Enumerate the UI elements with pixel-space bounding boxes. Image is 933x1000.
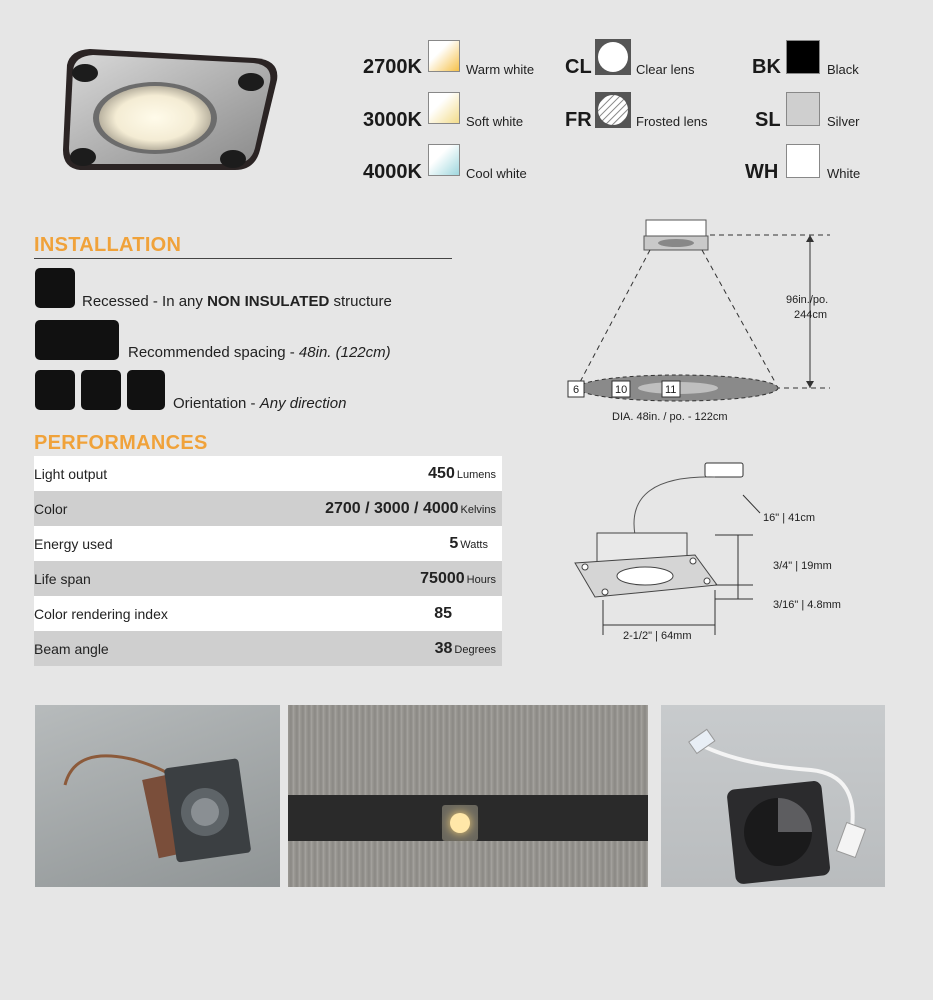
temp-label-4000: Cool white — [466, 166, 527, 181]
flange-dimension-label: 3/16" | 4.8mm — [773, 599, 841, 611]
recessed-text: Recessed - In any NON INSULATED structure — [82, 293, 392, 310]
lens-label-frosted: Frosted lens — [636, 114, 708, 129]
clear-lens-icon — [595, 39, 631, 75]
lens-code-frosted: FR — [565, 109, 592, 131]
finish-code-white: WH — [745, 161, 779, 183]
performances-title: PERFORMANCES — [34, 432, 208, 454]
installation-title: INSTALLATION — [34, 234, 182, 256]
product-photo — [55, 40, 285, 180]
finish-swatch-silver — [786, 92, 820, 126]
lens-code-clear: CL — [565, 56, 592, 78]
temp-swatch-4000 — [428, 144, 460, 176]
finish-code-silver: SL — [755, 109, 781, 131]
orientation-icon-up — [81, 370, 121, 410]
finish-code-black: BK — [752, 56, 781, 78]
width-dimension-label: 2-1/2" | 64mm — [623, 630, 692, 642]
marker-b: 10 — [615, 384, 628, 396]
dimension-diagram — [565, 455, 865, 650]
lens-label-clear: Clear lens — [636, 62, 695, 77]
orientation-text: Orientation - Any direction — [173, 395, 347, 412]
height-dimension-label: 3/4" | 19mm — [773, 560, 832, 572]
perf-row-life-span: Life span 75000 Hours — [34, 561, 502, 596]
finish-swatch-white — [786, 144, 820, 178]
orientation-icon-down — [35, 370, 75, 410]
temp-label-3000: Soft white — [466, 114, 524, 129]
photo-fixture-with-connector — [661, 705, 885, 887]
height-label-in: 96in./po. — [786, 294, 829, 306]
temp-swatch-3000 — [428, 92, 460, 124]
marker-a: 6 — [573, 384, 580, 396]
temp-code-4000: 4000K — [363, 161, 422, 183]
temp-code-2700: 2700K — [363, 56, 422, 78]
marker-c: 11 — [665, 384, 677, 396]
beam-diagram — [560, 210, 850, 430]
wire-length-label: 16" | 41cm — [763, 512, 816, 524]
perf-row-beam-angle: Beam angle 38 Degrees — [34, 631, 502, 666]
finish-label-silver: Silver — [827, 114, 860, 129]
perf-row-light-output: Light output 450 Lumens — [34, 456, 502, 491]
finish-swatch-black — [786, 40, 820, 74]
spacing-icon — [35, 320, 119, 360]
photo-fixture-with-wire — [35, 705, 280, 887]
spacing-text: Recommended spacing - 48in. (122cm) — [128, 344, 391, 361]
perf-row-cri: Color rendering index 85 — [34, 596, 502, 631]
temp-label-2700: Warm white — [466, 62, 535, 77]
orientation-icon-side — [127, 370, 165, 410]
temp-code-3000: 3000K — [363, 109, 422, 131]
photo-installed-fixture — [288, 705, 648, 887]
finish-label-black: Black — [827, 62, 859, 77]
recessed-icon — [35, 268, 75, 308]
perf-row-color: Color 2700 / 3000 / 4000 Kelvins — [34, 491, 502, 526]
performance-table — [34, 456, 502, 666]
frosted-lens-icon — [595, 92, 631, 128]
temp-swatch-2700 — [428, 40, 460, 72]
diameter-label: DIA. 48in. / po. - 122cm — [612, 411, 728, 423]
finish-label-white: White — [827, 166, 861, 181]
height-label-cm: 244cm — [794, 309, 828, 321]
perf-row-energy: Energy used 5 Watts — [34, 526, 502, 561]
installation-divider — [34, 258, 452, 259]
